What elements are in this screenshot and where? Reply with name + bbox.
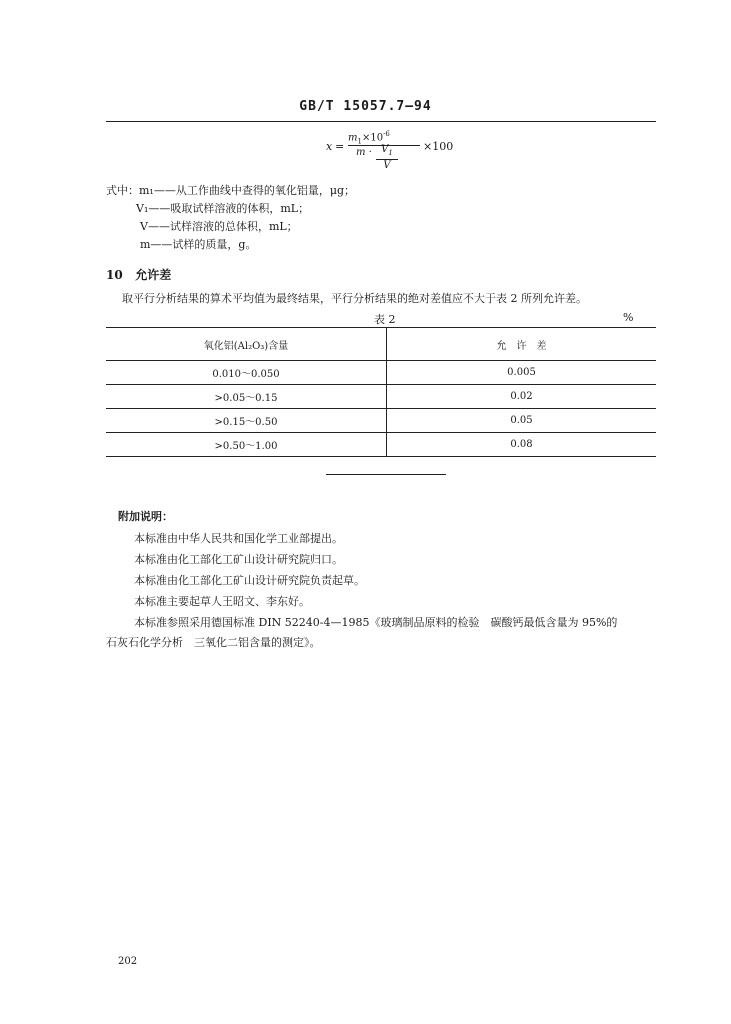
table-cell-tolerance: 0.005 xyxy=(507,367,536,378)
table-title: 表 2 xyxy=(374,313,396,326)
formula-num-mult: ×10 xyxy=(361,132,384,144)
table-cell-range: >0.50～1.00 xyxy=(106,433,387,457)
section-number: 10 xyxy=(106,268,123,282)
table-cell-tolerance: 0.02 xyxy=(510,391,533,402)
formula-denominator xyxy=(356,147,372,158)
formula-times: ×100 xyxy=(423,140,454,153)
formula-inner-bottom: V xyxy=(383,160,391,171)
section-heading xyxy=(106,266,171,283)
formula-den-dot: · xyxy=(368,147,372,158)
note-line: 本标准由化工部化工矿山设计研究院归口。 xyxy=(134,553,343,566)
definition-line: V——试样溶液的总体积，mL； xyxy=(140,220,298,233)
table-header-cell: 允 许 差 xyxy=(496,340,547,352)
formula-num-exp: -6 xyxy=(383,130,390,138)
table-row xyxy=(106,409,656,433)
table-cell-range: 0.010～0.050 xyxy=(106,361,387,385)
formula-inner-top: $V_1$ xyxy=(376,144,398,160)
formula-inner-fraction xyxy=(376,144,398,172)
standard-code: GB/T 15057.7—94 xyxy=(299,99,432,114)
note-line: 本标准主要起草人王昭文、李东好。 xyxy=(134,595,310,608)
table-cell-range: >0.05～0.15 xyxy=(106,385,387,409)
table-header-row xyxy=(106,328,656,361)
table-row xyxy=(106,361,656,385)
formula-lhs: x xyxy=(326,140,333,153)
notes-title: 附加说明： xyxy=(118,510,173,523)
note-line: 本标准由化工部化工矿山设计研究院负责起草。 xyxy=(134,574,365,587)
table-unit: % xyxy=(623,311,634,324)
table-cell-tolerance: 0.08 xyxy=(510,439,533,450)
formula-num-sub: 1 xyxy=(357,137,362,146)
definition-line: 式中：m₁——从工作曲线中查得的氧化铝量，μg； xyxy=(106,184,356,197)
section-title: 允许差 xyxy=(135,268,172,282)
formula-num-base: m xyxy=(348,132,358,144)
note-line: 本标准参照采用德国标准 DIN 52240-4—1985《玻璃制品原料的检验 碳酸钙最低含量为 95%的 xyxy=(134,616,618,629)
definition-line: m——试样的质量，g。 xyxy=(140,238,257,251)
table-header-cell: 氧化铝(Al₂O₃)含量 xyxy=(106,328,387,361)
definition-line: V₁——吸取试样溶液的体积，mL； xyxy=(136,202,310,215)
formula-den-m: m xyxy=(356,147,366,158)
header-rule xyxy=(106,121,656,122)
formula xyxy=(326,130,466,174)
note-line: 本标准由中华人民共和国化学工业部提出。 xyxy=(134,532,343,545)
table-cell-range: >0.15～0.50 xyxy=(106,409,387,433)
table-row xyxy=(106,385,656,409)
table-row xyxy=(106,433,656,457)
table-cell-tolerance: 0.05 xyxy=(510,415,533,426)
tolerance-table xyxy=(106,327,656,457)
note-line: 石灰石化学分析 三氧化二铝含量的测定》。 xyxy=(106,636,321,649)
formula-eq: = xyxy=(335,140,345,153)
page-number: 202 xyxy=(118,956,138,967)
paragraph: 取平行分析结果的算术平均值为最终结果，平行分析结果的绝对差值应不大于表 2 所列允许差。 xyxy=(122,292,587,305)
end-rule xyxy=(326,474,446,475)
